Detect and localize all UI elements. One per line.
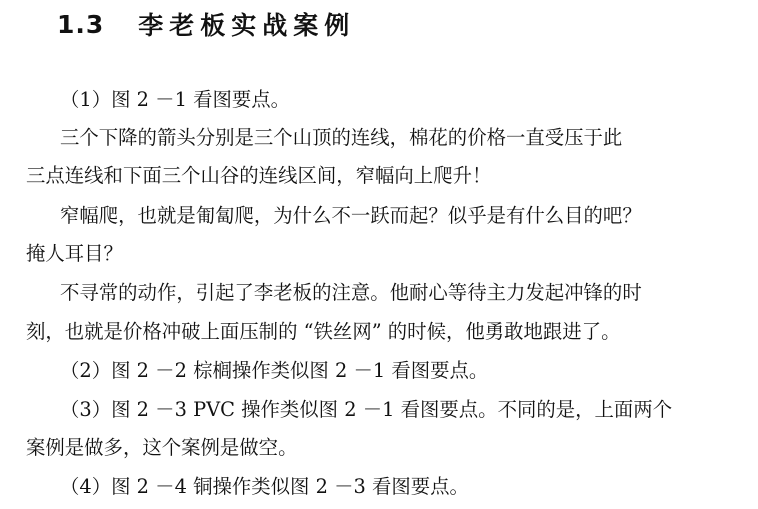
body-line-11: （4）图 2 －4 铜操作类似图 2 －3 看图要点。 xyxy=(60,475,469,498)
body-line-2: 三个下降的箭头分别是三个山顶的连线，棉花的价格一直受压于此 xyxy=(60,126,623,149)
body-line-7: 刻，也就是价格冲破上面压制的 “铁丝网” 的时候，他勇敢地跟进了。 xyxy=(26,320,621,343)
body-line-8: （2）图 2 －2 棕榈操作类似图 2 －1 看图要点。 xyxy=(60,359,489,382)
body-line-10: 案例是做多，这个案例是做空。 xyxy=(26,436,298,459)
section-title: 李老板实战案例 xyxy=(138,11,356,40)
body-line-5: 掩人耳目？ xyxy=(26,242,123,265)
body-line-4: 窄幅爬，也就是匍匐爬，为什么不一跃而起？似乎是有什么目的吧？ xyxy=(60,204,642,227)
section-heading xyxy=(57,6,355,42)
body-line-3: 三点连线和下面三个山谷的连线区间，窄幅向上爬升！ xyxy=(26,164,492,187)
body-line-9: （3）图 2 －3 PVC 操作类似图 2 －1 看图要点。不同的是，上面两个 xyxy=(60,398,673,421)
section-number: 1.3 xyxy=(57,9,105,39)
body-line-6: 不寻常的动作，引起了李老板的注意。他耐心等待主力发起冲锋的时 xyxy=(60,281,642,304)
body-line-1: （1）图 2 －1 看图要点。 xyxy=(60,88,291,111)
